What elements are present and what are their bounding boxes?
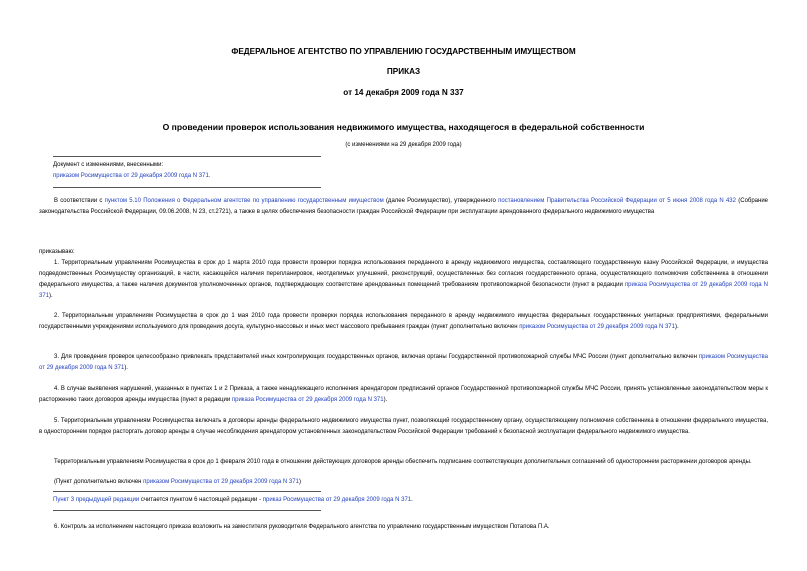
- revision-note: (с изменениями на 29 декабря 2009 года): [345, 142, 462, 148]
- note-top-rule: [53, 491, 321, 492]
- amendments-link[interactable]: приказом Росимущества от 29 декабря 2009 года N 371.: [53, 173, 211, 179]
- order-word: приказываю:: [39, 249, 75, 255]
- item-1: 1. Территориальным управлениям Росимущества в срок до 1 марта 2010 года провести проверки порядка использования переданного в аренду недвижимого имущества, составляющего государственную казну Российской Федерации, и имущества подведомственных Росимуществу организаций, в части, касающейся наличия перепланировок, неотделимых улучшений, реконструкций, осуществленных без согласия государственного органа, осуществляющего полномочия собственника в отношении федерального имущества, а также наличия документов уполномоченных органов, подтверждающих соответствие арендованных помещений требованиям противопожарной безопасности (пункт в редакции приказа Росимущества от 29 декабря 2009 года N 371).: [39, 260, 768, 299]
- item-5-link[interactable]: приказом Росимущества от 29 декабря 2009 года N 371: [143, 479, 299, 485]
- item-2-link[interactable]: приказом Росимущества от 29 декабря 2009 года N 371: [519, 324, 675, 330]
- item-5: 5. Территориальным управлениям Росимущества включать в договоры аренды федерального недвижимого имущества пункт, позволяющий государственному органу, осуществляющему полномочия собственника в отношении федерального имущества, в одностороннем порядке расторгать договор аренды в случае несоблюдения арендатором установленных законодательством Российской Федерации требований к безопасной эксплуатации федерального недвижимого имущества.: [39, 418, 768, 435]
- regulation-link[interactable]: пунктом 5.10 Положения о Федеральном агентстве по управлению государственным имуществом: [104, 198, 384, 204]
- revision-note-line: Пункт 3 предыдущей редакции считается пунктом 6 настоящей редакции - приказ Росимущества от 29 декабря 2009 года N 371.: [53, 497, 413, 503]
- government-decree-link[interactable]: постановлением Правительства Российской Федерации от 5 июня 2008 года N 432: [498, 198, 736, 204]
- item-4: 4. В случае выявления нарушений, указанных в пунктах 1 и 2 Приказа, а также ненадлежащего исполнения арендатором предписаний органов Государственной противопожарной службы МЧС России, принять установленные законодательством меры к расторжению таких договоров аренды имущества (пункт в редакции приказа Росимущества от 29 декабря 2009 года N 371).: [39, 386, 768, 403]
- amendments-top-rule: [53, 156, 321, 157]
- note-bottom-rule: [53, 510, 321, 511]
- item-3-link[interactable]: приказом Росимущества от 29 декабря 2009 года N 371: [39, 354, 768, 371]
- document-type: ПРИКАЗ: [386, 67, 421, 76]
- document-title: О проведении проверок использования недвижимого имущества, находящегося в федеральной собственности: [162, 122, 645, 132]
- item-1-link[interactable]: приказа Росимущества от 29 декабря 2009 года N 371: [39, 282, 768, 299]
- item-2: 2. Территориальным управлениям Росимущества в срок до 1 мая 2010 года провести проверки порядка использования переданного в аренду недвижимого имущества федеральных государственных унитарных предприятиями, федеральными государственными учреждениями используемого для проведения досуга, культурно-массовых и иных мест массового пребывания граждан (пункт дополнительно включен приказом Росимущества от 29 декабря 2009 года N 371).: [39, 313, 768, 330]
- item-6: 6. Контроль за исполнением настоящего приказа возложить на заместителя руководителя Федерального агентства по управлению государственным имуществом Потапова П.А.: [54, 524, 550, 530]
- document-date-number: от 14 декабря 2009 года N 337: [343, 88, 464, 97]
- preamble-paragraph: В соответствии с пунктом 5.10 Положения о Федеральном агентстве по управлению государственным имуществом (далее Росимущество), утвержденного постановлением Правительства Российской Федерации от 5 июня 2008 года N 432 (Собрание законодательства Российской Федерации, 09.06.2008, N 23, ст.2721), а также в целях обеспечения безопасности граждан Российской Федерации при эксплуатации арендованного федерального недвижимого имущества: [39, 198, 769, 215]
- item-3: 3. Для проведения проверок целесообразно привлекать представителей иных контролирующих государственных органов, включая органы Государственной противопожарной службы МЧС России (пункт дополнительно включен приказом Росимущества от 29 декабря 2009 года N 371).: [39, 354, 768, 371]
- agency-name: ФЕДЕРАЛЬНОЕ АГЕНТСТВО ПО УПРАВЛЕНИЮ ГОСУДАРСТВЕННЫМ ИМУЩЕСТВОМ: [231, 47, 576, 56]
- previous-edition-link[interactable]: Пункт 3 предыдущей редакции: [53, 497, 140, 503]
- note-order-link[interactable]: приказ Росимущества от 29 декабря 2009 года N 371: [262, 497, 412, 503]
- item-4-link[interactable]: приказа Росимущества от 29 декабря 2009 года N 371: [231, 397, 384, 403]
- item-5-note: (Пункт дополнительно включен приказом Росимущества от 29 декабря 2009 года N 371): [54, 479, 301, 485]
- item-5-continuation: Территориальным управлениям Росимущества в срок до 1 февраля 2010 года в отношении действующих договоров аренды обеспечить подписание соответствующих дополнительных соглашений об одностороннем расторжении договоров аренды.: [54, 459, 752, 465]
- amendments-bottom-rule: [53, 187, 321, 188]
- amendments-caption: Документ с изменениями, внесенными:: [53, 162, 164, 168]
